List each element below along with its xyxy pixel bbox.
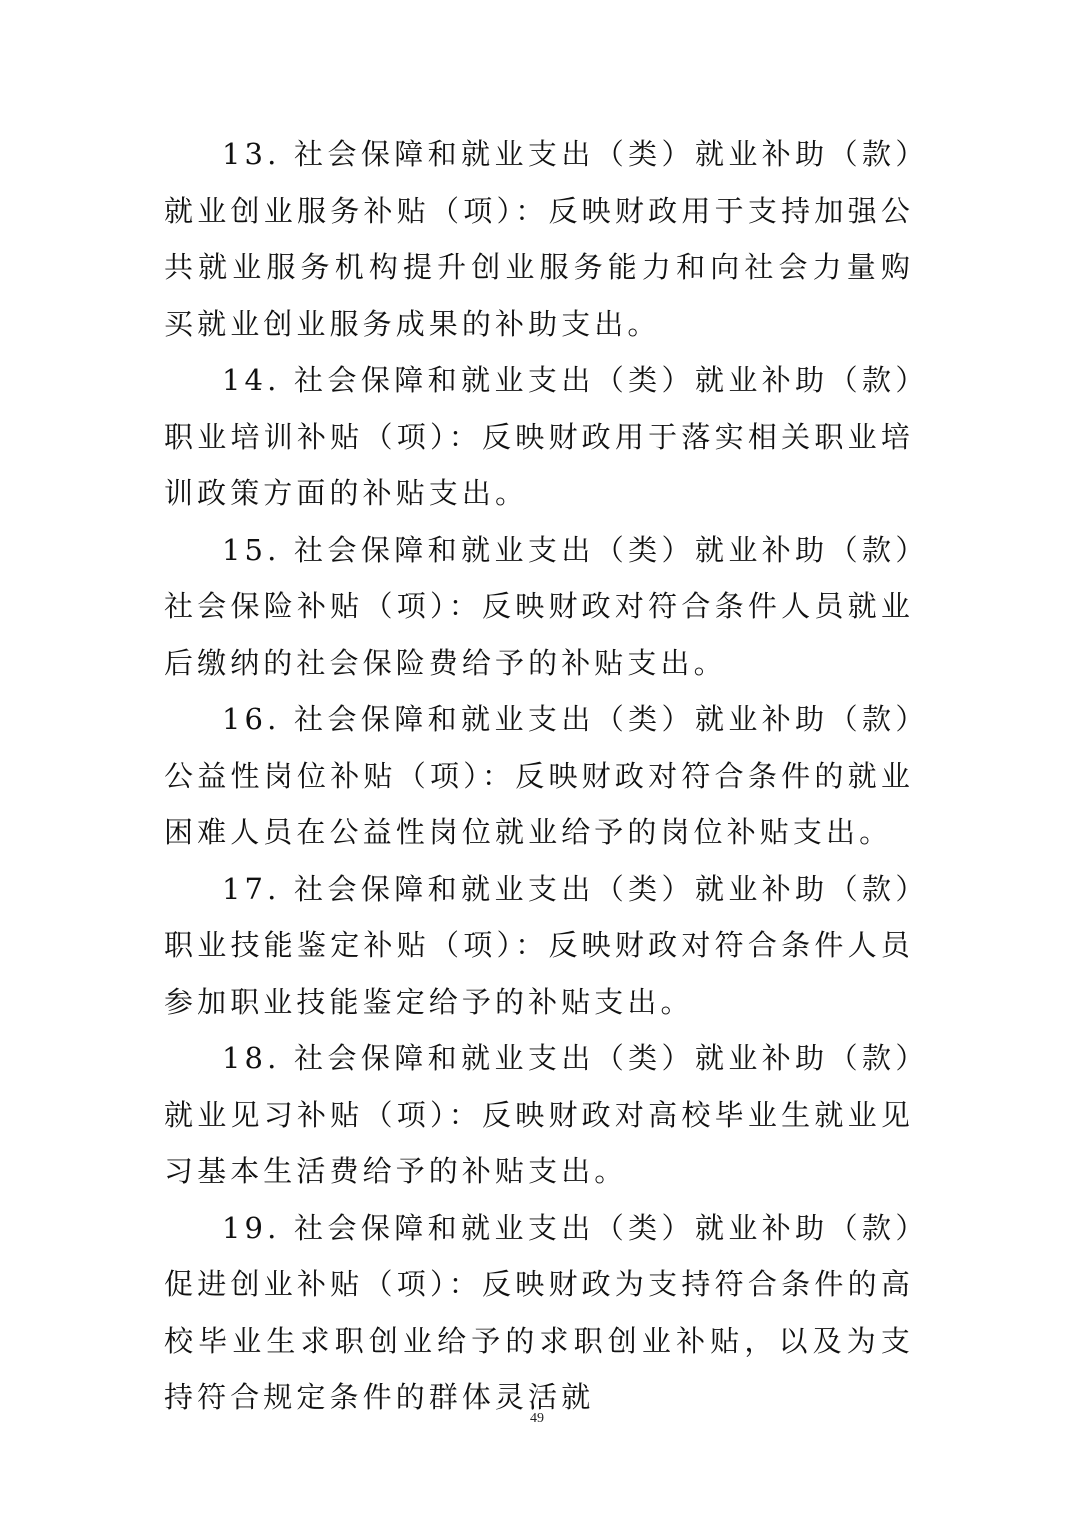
- paragraph-item-19: 19. 社会保障和就业支出（类）就业补助（款）促进创业补贴（项）：反映财政为支持符合条件的高校毕业生求职创业给予的求职创业补贴，以及为支持符合规定条件的群体灵活就: [164, 1210, 914, 1414]
- paragraph-item-17: 17. 社会保障和就业支出（类）就业补助（款）职业技能鉴定补贴（项）：反映财政对符合条件人员参加职业技能鉴定给予的补贴支出。: [164, 871, 914, 1019]
- paragraph-item-14: 14. 社会保障和就业支出（类）就业补助（款）职业培训补贴（项）：反映财政用于落实相关职业培训政策方面的补贴支出。: [164, 363, 914, 510]
- paragraph-item-13: 13. 社会保障和就业支出（类）就业补助（款）就业创业服务补贴（项）：反映财政用于支持加强公共就业服务机构提升创业服务能力和向社会力量购买就业创业服务成果的补助支出。: [164, 137, 914, 341]
- document-body: [164, 126, 914, 1426]
- paragraph-item-18: 18. 社会保障和就业支出（类）就业补助（款）就业见习补贴（项）：反映财政对高校毕业生就业见习基本生活费给予的补贴支出。: [164, 1041, 914, 1188]
- paragraph-item-15: 15. 社会保障和就业支出（类）就业补助（款）社会保险补贴（项）：反映财政对符合条件人员就业后缴纳的社会保险费给予的补贴支出。: [164, 532, 914, 680]
- paragraph-item-16: 16. 社会保障和就业支出（类）就业补助（款）公益性岗位补贴（项）：反映财政对符合条件的就业困难人员在公益性岗位就业给予的岗位补贴支出。: [164, 702, 914, 849]
- page-number: 49: [530, 1411, 544, 1426]
